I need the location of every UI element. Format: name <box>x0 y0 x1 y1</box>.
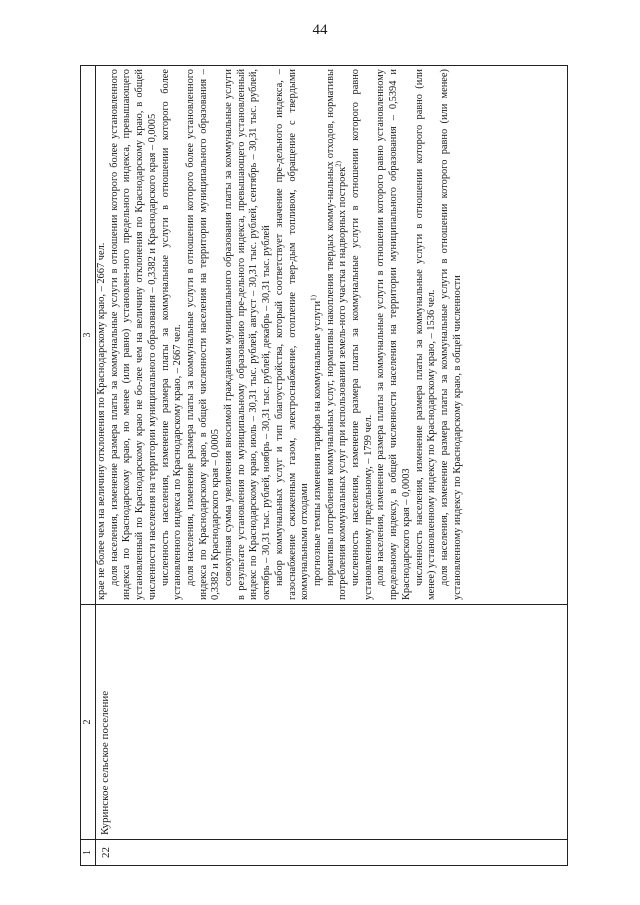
footnote-mark: 1) <box>309 295 318 301</box>
column-number-row <box>81 66 96 866</box>
text-line: совокупная сумма увеличения вносимой гражданами муниципального образования платы за коммунальные услуги в результате установления по муниципальному образованию пре-дельного индекса, превышающего установленный индекс по Краснодарскому краю, июль – 30,31 тыс. рублей, август – 30,31 тыс. рублей, сентябрь – 30,31 тыс. рублей, октябрь – 30,31 тыс. рублей, ноябрь – 30,31 тыс. рублей, декабрь – 30,31 тыс. рублей <box>223 69 273 600</box>
text-line <box>325 69 350 600</box>
page-number: 44 <box>312 22 328 38</box>
data-table <box>80 65 568 866</box>
table-row <box>96 66 568 866</box>
text-line: набор коммунальных услуг и тип благоустройства, который соответствует значение пре-дельного индекса, – газоснабжение сжиженным газом, электроснабжение, отопление твер-дым топливом, обращение с твердыми коммунальными отходами <box>273 69 311 600</box>
text-line <box>309 69 325 600</box>
text-line: численность населения, изменение размера платы за коммунальные услуги в отношении которого равно установленному предельному, – 1799 чел. <box>350 69 374 600</box>
text-line-body: прогнозные темпы изменения тарифов на коммунальные услуги <box>311 300 323 586</box>
description-cell <box>96 66 568 605</box>
text-line: численность населения, изменение размера платы за коммунальные услуги в отношении которого более установленного индекса по Краснодарскому краю, – 2667 чел. <box>159 69 184 600</box>
municipality-name: Куринское сельское поселение <box>96 605 568 840</box>
text-line: численность населения, изменение размера платы за коммунальные услуги в отношении которого равно (или менее) установленному индексу по Краснодарскому краю, – 1536 чел. <box>413 69 438 600</box>
row-number: 22 <box>96 840 568 866</box>
rotated-table-sheet <box>80 66 568 866</box>
column-number-1: 1 <box>81 840 96 866</box>
column-number-3: 3 <box>81 66 96 605</box>
text-line: доля населения, изменение размера платы за коммунальные услуги в отношении которого более установленного индекса по Краснодарскому краю, в общей численности населения на территории муниципального образования – 0,3382 и Краснодарского края – 0,0005 <box>184 69 222 600</box>
column-number-2: 2 <box>81 605 96 840</box>
text-line: доля населения, изменение размера платы за коммунальные услуги в отношении которого более установленного индекса по Краснодарскому краю, но менее (или равно) установлен-ного предельного индекса, превышающего установленный по Краснодарскому краю не бо-лее чем на величину отклонения по Краснодарскому краю, в общей численности населения на территории муниципального образования – 0,3382 и Краснодарского края – 0,0005 <box>108 69 158 600</box>
text-line-body: нормативы потребления коммунальных услуг, нормативы накопления твердых комму-нальных отходов, нормативы потребления коммунальных услуг при использовании земель-ного участка и надворных построек <box>324 69 349 600</box>
text-line: доля населения, изменение размера платы за коммунальные услуги в отношении которого равно установленному предельному индексу, в общей численности населения на территории муниципального образования – 0,5394 и Краснодарского края – 0,0003 <box>375 69 412 600</box>
text-line: доля населения, изменение размера платы за коммунальные услуги в отношении которого равно (или менее) установленному индексу по Краснодарскому краю, в общей численности <box>438 69 463 600</box>
footnote-mark: 2) <box>334 161 343 167</box>
text-line: крае не более чем на величину отклонения по Краснодарскому краю, – 2667 чел. <box>96 242 107 600</box>
